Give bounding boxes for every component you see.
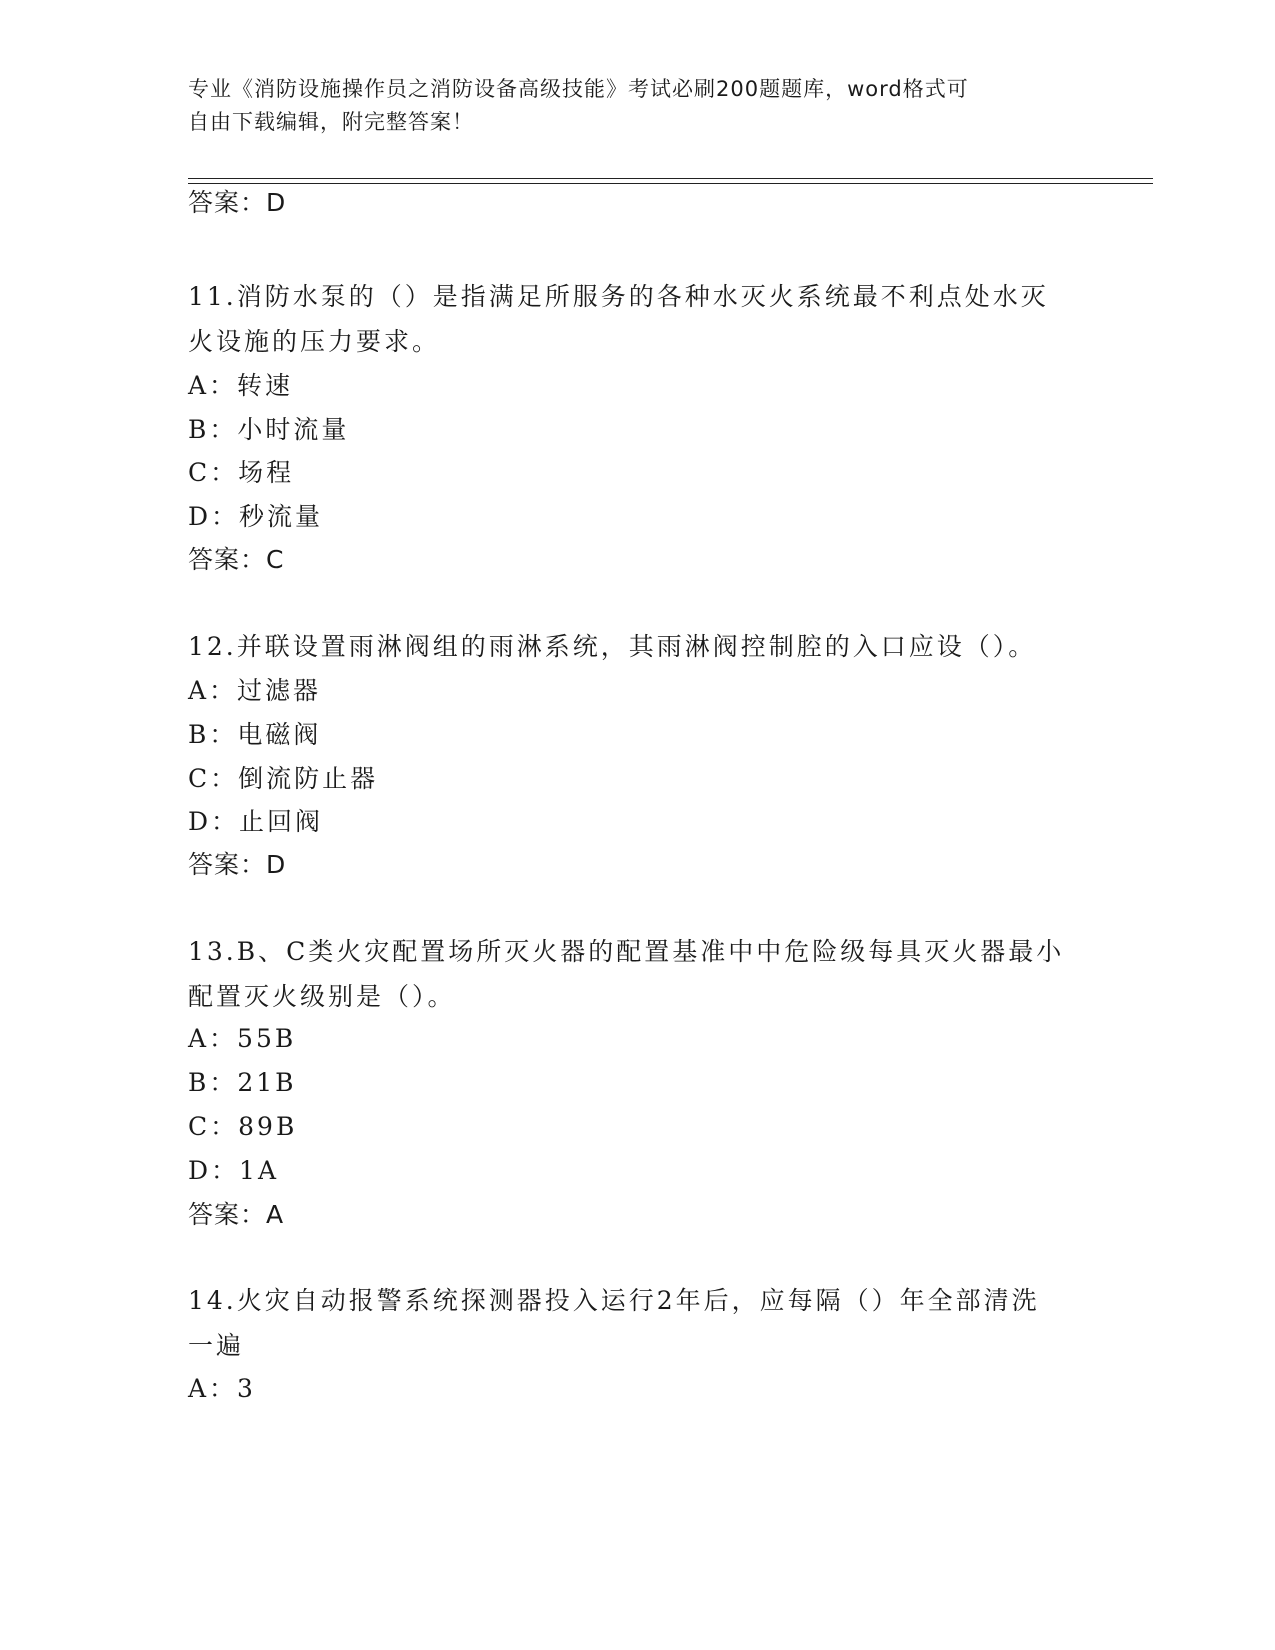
option-d: D：秒流量 bbox=[188, 502, 324, 531]
option-d: D：止回阀 bbox=[188, 807, 324, 836]
option-a: A：转速 bbox=[188, 371, 294, 400]
option-a: A：55B bbox=[188, 1024, 297, 1053]
option-b: B：21B bbox=[188, 1068, 297, 1097]
question-text-line-1: 12.并联设置雨淋阀组的雨淋系统，其雨淋阀控制腔的入口应设（）。 bbox=[188, 632, 1037, 661]
question-text-line-2: 一遍 bbox=[188, 1331, 245, 1360]
question-13 bbox=[188, 929, 1088, 1019]
question-11 bbox=[188, 274, 1088, 364]
question-12 bbox=[188, 624, 1088, 669]
option-b: B：小时流量 bbox=[188, 415, 350, 444]
question-text-line-1: 11.消防水泵的（）是指满足所服务的各种水灭火系统最不利点处水灭 bbox=[188, 282, 1049, 311]
header-line-1: 专业《消防设施操作员之消防设备高级技能》考试必刷200题题库，word格式可 bbox=[188, 77, 969, 101]
question-14 bbox=[188, 1278, 1088, 1368]
question-text-line-2: 火设施的压力要求。 bbox=[188, 327, 441, 356]
option-c: C：89B bbox=[188, 1112, 298, 1141]
option-a: A：3 bbox=[188, 1374, 256, 1403]
header-divider-top bbox=[188, 178, 1153, 179]
answer-line: 答案：C bbox=[188, 545, 285, 574]
option-d: D：1A bbox=[188, 1156, 280, 1185]
header-line-2: 自由下载编辑，附完整答案！ bbox=[188, 110, 474, 134]
question-text-line-1: 13.B、C类火灾配置场所灭火器的配置基准中中危险级每具灭火器最小 bbox=[188, 937, 1065, 966]
answer-line: 答案：D bbox=[188, 188, 287, 217]
option-c: C：场程 bbox=[188, 458, 295, 487]
document-header bbox=[188, 73, 1088, 139]
option-a: A：过滤器 bbox=[188, 676, 322, 705]
question-text-line-1: 14.火灾自动报警系统探测器投入运行2年后，应每隔（）年全部清洗 bbox=[188, 1286, 1040, 1315]
header-divider-bottom bbox=[188, 183, 1153, 184]
answer-line: 答案：D bbox=[188, 850, 287, 879]
option-c: C：倒流防止器 bbox=[188, 764, 379, 793]
option-b: B：电磁阀 bbox=[188, 720, 322, 749]
answer-line: 答案：A bbox=[188, 1200, 285, 1229]
question-text-line-2: 配置灭火级别是（）。 bbox=[188, 982, 456, 1011]
